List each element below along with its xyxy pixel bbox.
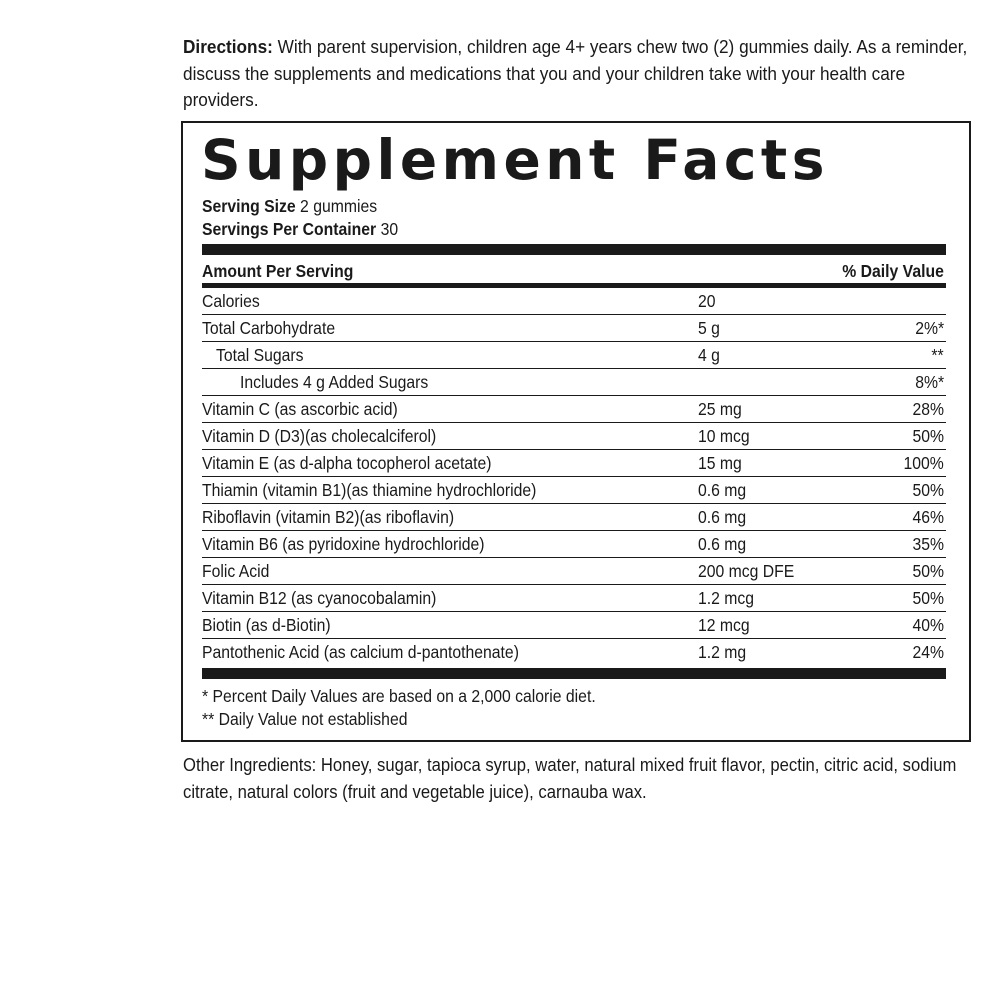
nutrient-amount: 0.6 mg xyxy=(698,534,747,554)
nutrient-table xyxy=(202,288,946,666)
nutrient-name: Thiamin (vitamin B1)(as thiamine hydrochloride) xyxy=(202,480,537,500)
nutrient-name: Riboflavin (vitamin B2)(as riboflavin) xyxy=(202,507,455,527)
supplement-facts-panel xyxy=(181,121,971,742)
nutrient-amount: 10 mcg xyxy=(698,426,750,446)
table-row xyxy=(202,450,946,477)
nutrient-name: Vitamin E (as d-alpha tocopherol acetate) xyxy=(202,453,492,473)
nutrient-dv: 100% xyxy=(903,453,944,473)
nutrient-name: Includes 4 g Added Sugars xyxy=(240,372,429,392)
directions-text xyxy=(183,34,974,114)
table-row xyxy=(202,288,946,315)
nutrient-dv: 50% xyxy=(912,426,944,446)
table-row xyxy=(202,342,946,369)
nutrient-amount: 20 xyxy=(698,291,716,311)
nutrient-dv: ** xyxy=(931,345,944,365)
nutrient-name: Total Carbohydrate xyxy=(202,318,336,338)
nutrient-dv: 35% xyxy=(912,534,944,554)
nutrient-name: Vitamin D (D3)(as cholecalciferol) xyxy=(202,426,437,446)
table-row xyxy=(202,531,946,558)
nutrient-dv: 50% xyxy=(912,480,944,500)
nutrient-name: Vitamin B12 (as cyanocobalamin) xyxy=(202,588,437,608)
nutrient-amount: 1.2 mg xyxy=(698,642,747,662)
table-row xyxy=(202,396,946,423)
serving-size-label: Serving Size xyxy=(202,196,296,216)
daily-value-header: % Daily Value xyxy=(842,261,944,281)
table-row xyxy=(202,639,946,666)
nutrient-dv: 24% xyxy=(912,642,944,662)
footnote-daily-values: * Percent Daily Values are based on a 2,000 calorie diet. xyxy=(202,686,596,706)
nutrient-dv: 50% xyxy=(912,588,944,608)
nutrient-name: Total Sugars xyxy=(216,345,304,365)
nutrient-dv: 8%* xyxy=(915,372,944,392)
amount-header-row xyxy=(202,259,946,283)
nutrient-amount: 0.6 mg xyxy=(698,507,747,527)
nutrient-dv: 40% xyxy=(912,615,944,635)
nutrient-name: Folic Acid xyxy=(202,561,270,581)
directions-body: With parent supervision, children age 4+ years chew two (2) gummies daily. As a reminder, discuss the supplements and medications that you and your children take with your health care providers. xyxy=(183,36,968,110)
nutrient-name: Biotin (as d-Biotin) xyxy=(202,615,331,635)
nutrient-amount: 25 mg xyxy=(698,399,742,419)
table-row xyxy=(202,477,946,504)
nutrient-amount: 1.2 mcg xyxy=(698,588,755,608)
nutrient-amount: 4 g xyxy=(698,345,720,365)
table-row xyxy=(202,504,946,531)
nutrient-dv: 2%* xyxy=(915,318,944,338)
other-ingredients: Other Ingredients: Honey, sugar, tapioca syrup, water, natural mixed fruit flavor, pectin, citric acid, sodium citrate, natural colors (fruit and vegetable juice), carnauba wax. xyxy=(183,754,957,802)
nutrient-dv: 28% xyxy=(912,399,944,419)
table-row xyxy=(202,558,946,585)
table-row xyxy=(202,315,946,342)
servings-per-container-value: 30 xyxy=(380,219,399,239)
table-row xyxy=(202,423,946,450)
nutrient-name: Vitamin C (as ascorbic acid) xyxy=(202,399,398,419)
thick-divider xyxy=(202,244,946,255)
bottom-thick-divider xyxy=(202,668,946,679)
nutrient-amount: 0.6 mg xyxy=(698,480,747,500)
nutrient-amount: 5 g xyxy=(698,318,720,338)
table-row xyxy=(202,585,946,612)
table-row xyxy=(202,612,946,639)
nutrient-amount: 15 mg xyxy=(698,453,742,473)
nutrient-name: Pantothenic Acid (as calcium d-pantothenate) xyxy=(202,642,519,662)
nutrient-name: Calories xyxy=(202,291,260,311)
directions-label: Directions: xyxy=(183,36,273,57)
nutrient-dv: 46% xyxy=(912,507,944,527)
serving-size-value: 2 gummies xyxy=(300,196,378,216)
nutrient-amount: 12 mcg xyxy=(698,615,750,635)
footnote-not-established: ** Daily Value not established xyxy=(202,709,408,729)
amount-per-serving-label: Amount Per Serving xyxy=(202,261,354,281)
supplement-facts-title: Supplement Facts xyxy=(201,128,829,192)
table-row xyxy=(202,369,946,396)
serving-size xyxy=(202,195,377,217)
servings-per-container-label: Servings Per Container xyxy=(202,219,377,239)
nutrient-amount: 200 mcg DFE xyxy=(698,561,795,581)
nutrient-dv: 50% xyxy=(912,561,944,581)
servings-per-container xyxy=(202,218,398,240)
nutrient-name: Vitamin B6 (as pyridoxine hydrochloride) xyxy=(202,534,485,554)
